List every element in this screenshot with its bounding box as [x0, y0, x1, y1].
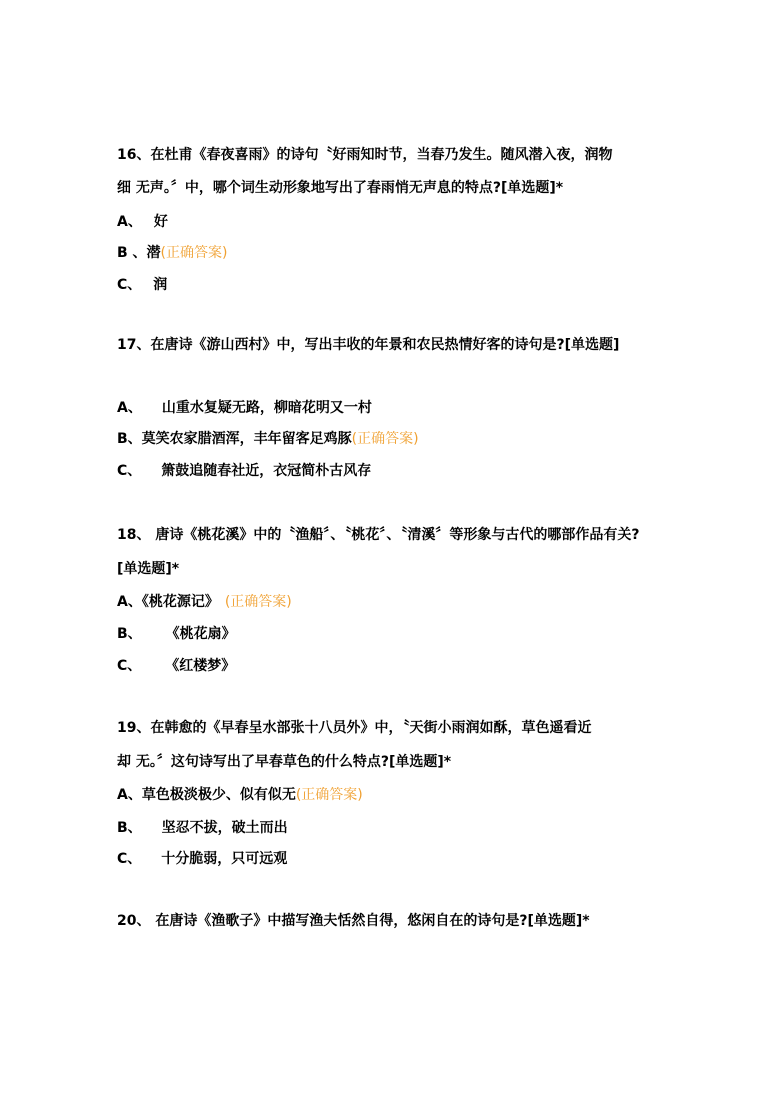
option-text: 润 — [153, 277, 168, 293]
question-17-text-line1: 17、在唐诗《游山西村》中，写出丰收的年景和农民热情好客的诗句是?[单选题] — [117, 337, 620, 353]
question-19-text-line2: 却 无。〞这句诗写出了早春草色的什么特点?[单选题]* — [117, 754, 452, 770]
option-text: 潜 — [146, 245, 161, 261]
option-text: 坚忍不拔，破土而出 — [161, 820, 288, 836]
question-20-text-line1: 20、 在唐诗《渔歌子》中描写渔夫恬然自得，悠闲自在的诗句是?[单选题]* — [117, 913, 590, 929]
correct-answer-tag: (正确答案) — [224, 594, 292, 610]
option-prefix: A、 — [117, 594, 142, 610]
question-19-option-a[interactable] — [117, 785, 363, 805]
option-text: 好 — [153, 214, 168, 230]
question-17-option-b[interactable] — [117, 429, 419, 449]
option-text: 《桃花源记》 — [141, 594, 219, 610]
option-text: 草色极淡极少、似有似无 — [141, 787, 296, 803]
question-16-text-line1: 16、在杜甫《春夜喜雨》的诗句〝好雨知时节，当春乃发生。随风潜入夜，润物 — [117, 147, 613, 163]
question-19-text-line1: 19、在韩愈的《早春呈水部张十八员外》中，〝天街小雨润如酥，草色遥看近 — [117, 720, 592, 736]
question-19-option-b[interactable] — [117, 818, 288, 838]
option-prefix: B、 — [117, 626, 142, 642]
question-16-option-b[interactable] — [117, 243, 227, 263]
option-prefix: A、 — [117, 214, 142, 230]
option-prefix: C、 — [117, 277, 142, 293]
question-18-text-line2: [单选题]* — [117, 561, 180, 577]
option-prefix: C、 — [117, 658, 142, 674]
option-prefix: C、 — [117, 851, 142, 867]
question-17-option-a[interactable] — [117, 398, 372, 418]
option-text: 十分脆弱，只可远观 — [161, 851, 288, 867]
question-16-text-line2: 细 无声。〞中，哪个词生动形象地写出了春雨悄无声息的特点?[单选题]* — [117, 180, 564, 196]
question-19-option-c[interactable] — [117, 849, 287, 869]
correct-answer-tag: (正确答案) — [295, 787, 363, 803]
question-16-option-c[interactable] — [117, 275, 167, 295]
option-prefix: B、 — [117, 431, 142, 447]
option-text: 山重水复疑无路，柳暗花明又一村 — [161, 400, 372, 416]
option-text: 《桃花扇》 — [165, 626, 236, 642]
question-18-option-a[interactable] — [117, 592, 292, 612]
option-prefix: C、 — [117, 463, 142, 479]
option-prefix: A、 — [117, 400, 142, 416]
option-prefix: B、 — [117, 820, 142, 836]
option-text: 莫笑农家腊酒浑，丰年留客足鸡豚 — [141, 431, 352, 447]
option-text: 《红楼梦》 — [165, 658, 236, 674]
option-prefix: B 、 — [117, 245, 147, 261]
question-16-option-a[interactable] — [117, 212, 168, 232]
correct-answer-tag: (正确答案) — [160, 245, 228, 261]
option-prefix: A、 — [117, 787, 142, 803]
question-17-option-c[interactable] — [117, 461, 371, 481]
question-18-option-c[interactable] — [117, 656, 235, 676]
correct-answer-tag: (正确答案) — [351, 431, 419, 447]
question-18-text-line1: 18、 唐诗《桃花溪》中的〝渔船〞、〝桃花〞、〝清溪〞等形象与古代的哪部作品有关? — [117, 527, 640, 543]
option-text: 箫鼓追随春社近，衣冠简朴古风存 — [161, 463, 372, 479]
question-18-option-b[interactable] — [117, 624, 236, 644]
